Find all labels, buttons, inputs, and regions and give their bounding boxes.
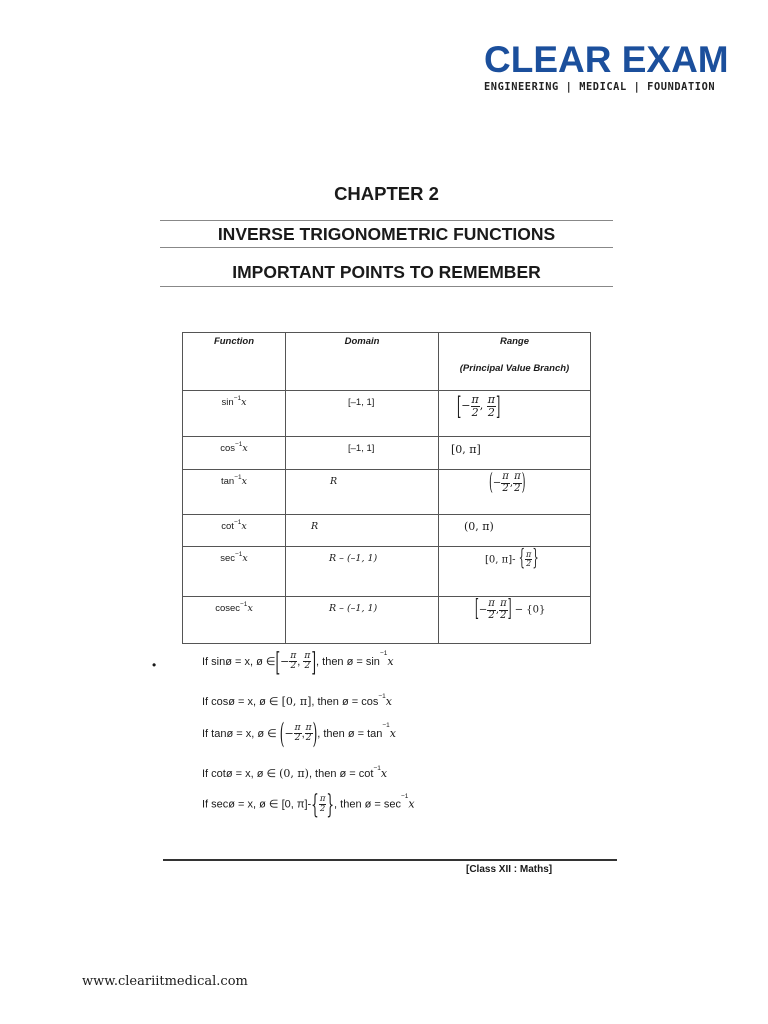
cell-function [183,470,286,515]
fn-var: x [242,443,248,454]
cell-range [439,547,591,597]
cell-domain [286,391,439,437]
statement-cos: If cosø = x, ø ∈ [0, π], then ø = $\cos^{-1}x$ [202,693,392,708]
cell-range [439,597,591,644]
inverse-exp: −1 [234,474,242,481]
inverse-exp: −1 [233,519,242,526]
cell-function [183,391,286,437]
cell-domain [286,547,439,597]
header-domain-label: Domain [344,336,380,347]
divider-middle [160,247,613,248]
table-row [183,597,591,644]
logo-wordmark: CLEAR EXAM [484,39,729,80]
inverse-exp: −1 [235,441,243,448]
cell-domain [286,470,439,515]
footer-divider [163,859,617,861]
statement-sec: If secø = x, ø ∈ [0, π]-{ $\frac{\pi}{2}$ }, then ø = $\sec^{-1}x$ [202,789,415,820]
fn-name: sec [220,553,235,564]
inverse-exp: −1 [233,395,242,402]
website-url: www.cleariitmedical.com [82,974,248,989]
header-function [183,333,286,391]
domain-value: R – (–1, 1) [329,553,378,564]
table-row [183,515,591,547]
divider-top [160,220,613,221]
chapter-title: INVERSE TRIGONOMETRIC FUNCTIONS [217,224,556,244]
statement-tan: If tanø = x, ø ∈ (− $\frac{\pi}{2}$ , $\frac{\pi}{2}$ ), then ø = $\tan^{-1}x$ [202,717,397,751]
domain-value: R – (–1, 1) [329,603,378,614]
domain-value: [–1, 1] [348,443,375,454]
class-label: [Class XII : Maths] [466,864,553,875]
cell-range [439,470,591,515]
fn-var: x [241,521,247,532]
brand-logo [484,40,738,93]
fn-var: x [242,553,248,564]
domain-value: R [311,521,319,532]
range-value: [− $\frac{\pi}{2}$ , $\frac{\pi}{2}$ ] [457,391,501,421]
statement-cot: If cotø = x, ø ∈ (0, π), then ø = $\cot^{-1}x$ [202,765,388,780]
cell-range [439,437,591,470]
table-header-row [183,333,591,391]
range-value: [− $\frac{\pi}{2}$ , $\frac{\pi}{2}$ ] − {0} [475,597,546,623]
range-value: [0, π]- { $\frac{\pi}{2}$ } [485,547,539,572]
domain-value: R [330,476,338,487]
chapter-heading: CHAPTER 2 [334,183,439,204]
fn-name: tan [221,476,235,487]
inverse-trig-table [182,332,591,644]
fn-name: cot [221,521,234,532]
fn-name: sin [221,397,234,408]
domain-value: [–1, 1] [348,397,375,408]
cell-domain [286,515,439,547]
inverse-exp: −1 [240,601,248,608]
logo-tagline: ENGINEERING | MEDICAL | FOUNDATION [484,81,716,93]
header-range [439,333,591,391]
range-value: (0, π) [464,520,494,533]
cell-domain [286,597,439,644]
fn-var: x [241,397,247,408]
fn-name: cosec [215,603,241,614]
bullet-marker: • [152,658,157,672]
header-domain [286,333,439,391]
statement-sin: If sinø = x, ø ∈[− $\frac{\pi}{2}$ , $\frac{\pi}{2}$ ], then ø = $\sin^{-1}x$ [202,646,394,678]
fn-name: cos [220,443,235,454]
cell-function [183,597,286,644]
table-row [183,470,591,515]
cell-function [183,437,286,470]
cell-range [439,391,591,437]
header-range-sub: (Principal Value Branch) [459,363,570,374]
divider-bottom [160,286,613,287]
header-function-label: Function [213,336,255,347]
cell-range [439,515,591,547]
fn-var: x [241,476,247,487]
fn-var: x [247,603,253,614]
section-subtitle: IMPORTANT POINTS TO REMEMBER [232,262,541,282]
header-range-label: Range [499,336,530,347]
table-row [183,391,591,437]
range-value: (− $\frac{\pi}{2}$ , $\frac{\pi}{2}$ ) [489,470,526,496]
cell-function [183,515,286,547]
table-row [183,547,591,597]
cell-domain [286,437,439,470]
cell-function [183,547,286,597]
range-value: [0, π] [451,443,481,456]
table-row [183,437,591,470]
inverse-exp: −1 [235,551,243,558]
